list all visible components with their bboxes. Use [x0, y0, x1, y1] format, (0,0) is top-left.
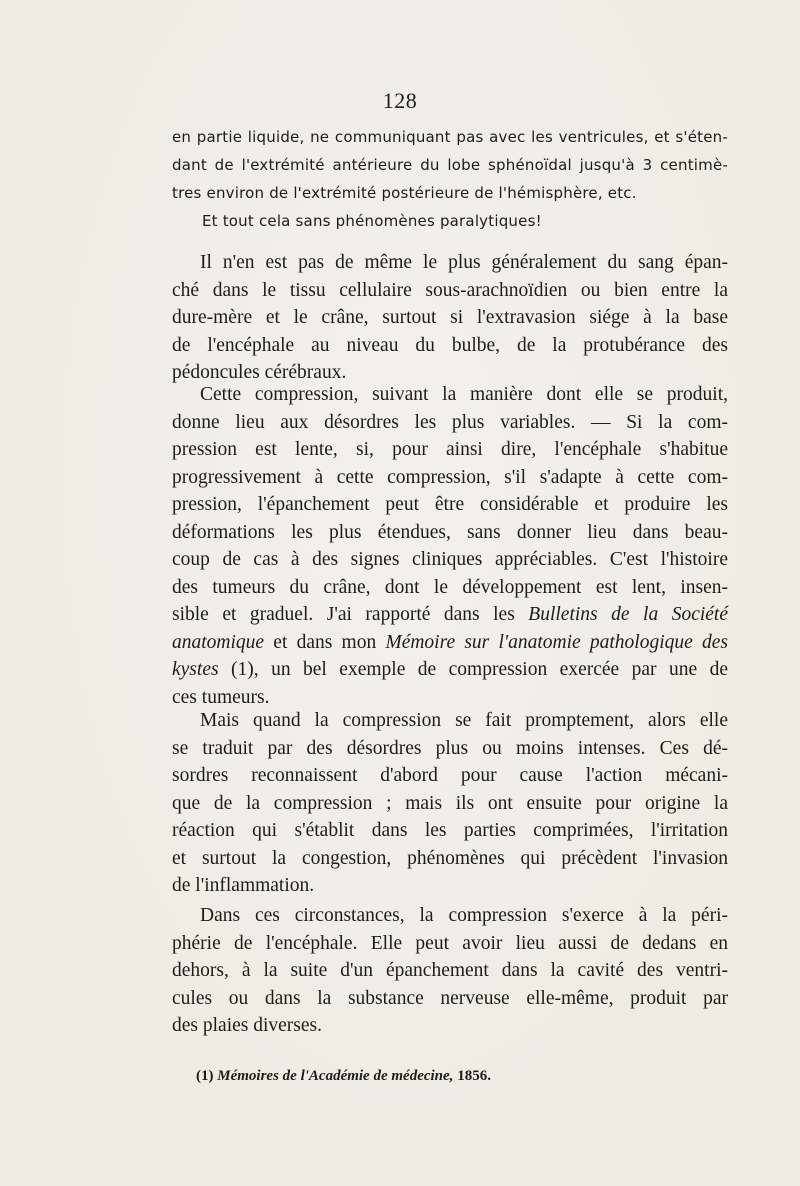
text-line: et surtout la congestion, phénomènes qui précèdent l'invasion — [172, 847, 728, 869]
text-line: de l'encéphale au niveau du bulbe, de la protubérance des — [172, 334, 728, 356]
text-line: Et tout cela sans phénomènes paralytiques! — [202, 212, 542, 230]
footnote-marker: (1) — [196, 1068, 214, 1084]
text-line: Il n'en est pas de même le plus généralement du sang épan- — [200, 252, 728, 273]
italic-title: kystes — [172, 659, 219, 680]
text-line: des tumeurs du crâne, dont le développement est lent, insen- — [172, 576, 728, 598]
page-number: 128 — [382, 88, 418, 113]
text-line: en partie liquide, ne communiquant pas avec les ventricules, et s'éten- — [172, 128, 728, 146]
text-line — [172, 629, 728, 657]
text-line: dant de l'extrémité antérieure du lobe sphénoïdal jusqu'à 3 centimè- — [172, 156, 728, 174]
text-line: déformations les plus étendues, sans donner lieu dans beau- — [172, 521, 728, 543]
italic-title: Bulletins de la Société — [528, 604, 728, 625]
paragraph — [172, 381, 728, 711]
italic-title: Mémoire sur l'anatomie pathologique des — [385, 631, 728, 653]
line-text: (1), un bel exemple de compression exercée par une de — [218, 659, 728, 680]
text-line: ces tumeurs. — [172, 686, 270, 708]
paragraph — [172, 707, 728, 900]
text-line: de l'inflammation. — [172, 875, 315, 896]
text-line: pression, l'épanchement peut être considérable et produire les — [172, 494, 728, 515]
footnote-year: 1856. — [457, 1068, 491, 1084]
text-line: des plaies diverses. — [172, 1015, 323, 1036]
text-line: pression est lente, si, pour ainsi dire, l'encéphale s'habitue — [172, 439, 728, 460]
text-line: sordres reconnaissent d'abord pour cause l'action mécani- — [172, 765, 728, 786]
line-text: et dans mon — [264, 631, 386, 653]
text-line: coup de cas à des signes cliniques appréciables. C'est l'histoire — [172, 549, 728, 570]
text-line: réaction qui s'établit dans les parties comprimées, l'irritation — [172, 820, 728, 841]
text-line: Mais quand la compression se fait promptement, alors elle — [200, 710, 728, 731]
text-line: que de la compression ; mais ils ont ensuite pour origine la — [172, 792, 728, 814]
text-line: cules ou dans la substance nerveuse elle-même, produit par — [172, 987, 728, 1009]
paragraph — [172, 902, 728, 1040]
text-line: ché dans le tissu cellulaire sous-arachnoïdien ou bien entre la — [172, 279, 728, 301]
text-line: Cette compression, suivant la manière dont elle se produit, — [200, 384, 728, 405]
text-line — [172, 656, 728, 684]
footnote — [196, 1068, 491, 1085]
italic-title: anatomique — [172, 631, 265, 653]
paragraph — [172, 249, 728, 387]
text-line: dehors, à la suite d'un épanchement dans la cavité des ventri- — [172, 960, 728, 981]
text-line: pédoncules cérébraux. — [172, 362, 347, 383]
text-line: phérie de l'encéphale. Elle peut avoir lieu aussi de dedans en — [172, 932, 728, 954]
text-line: Dans ces circonstances, la compression s'exerce à la péri- — [200, 905, 728, 926]
text-line: se traduit par des désordres plus ou moins intenses. Ces dé- — [172, 737, 728, 759]
text-line: dure-mère et le crâne, surtout si l'extravasion siége à la base — [172, 307, 728, 328]
text-line: tres environ de l'extrémité postérieure de l'hémisphère, etc. — [172, 184, 637, 202]
text-line: progressivement à cette compression, s'il s'adapte à cette com- — [172, 466, 728, 488]
line-text: sible et graduel. J'ai rapporté dans les — [172, 604, 529, 625]
continued-passage — [172, 123, 728, 235]
text-line: donne lieu aux désordres les plus variables. — Si la com- — [172, 411, 728, 433]
text-line — [172, 601, 728, 629]
footnote-title: Mémoires de l'Académie de médecine, — [217, 1068, 454, 1084]
